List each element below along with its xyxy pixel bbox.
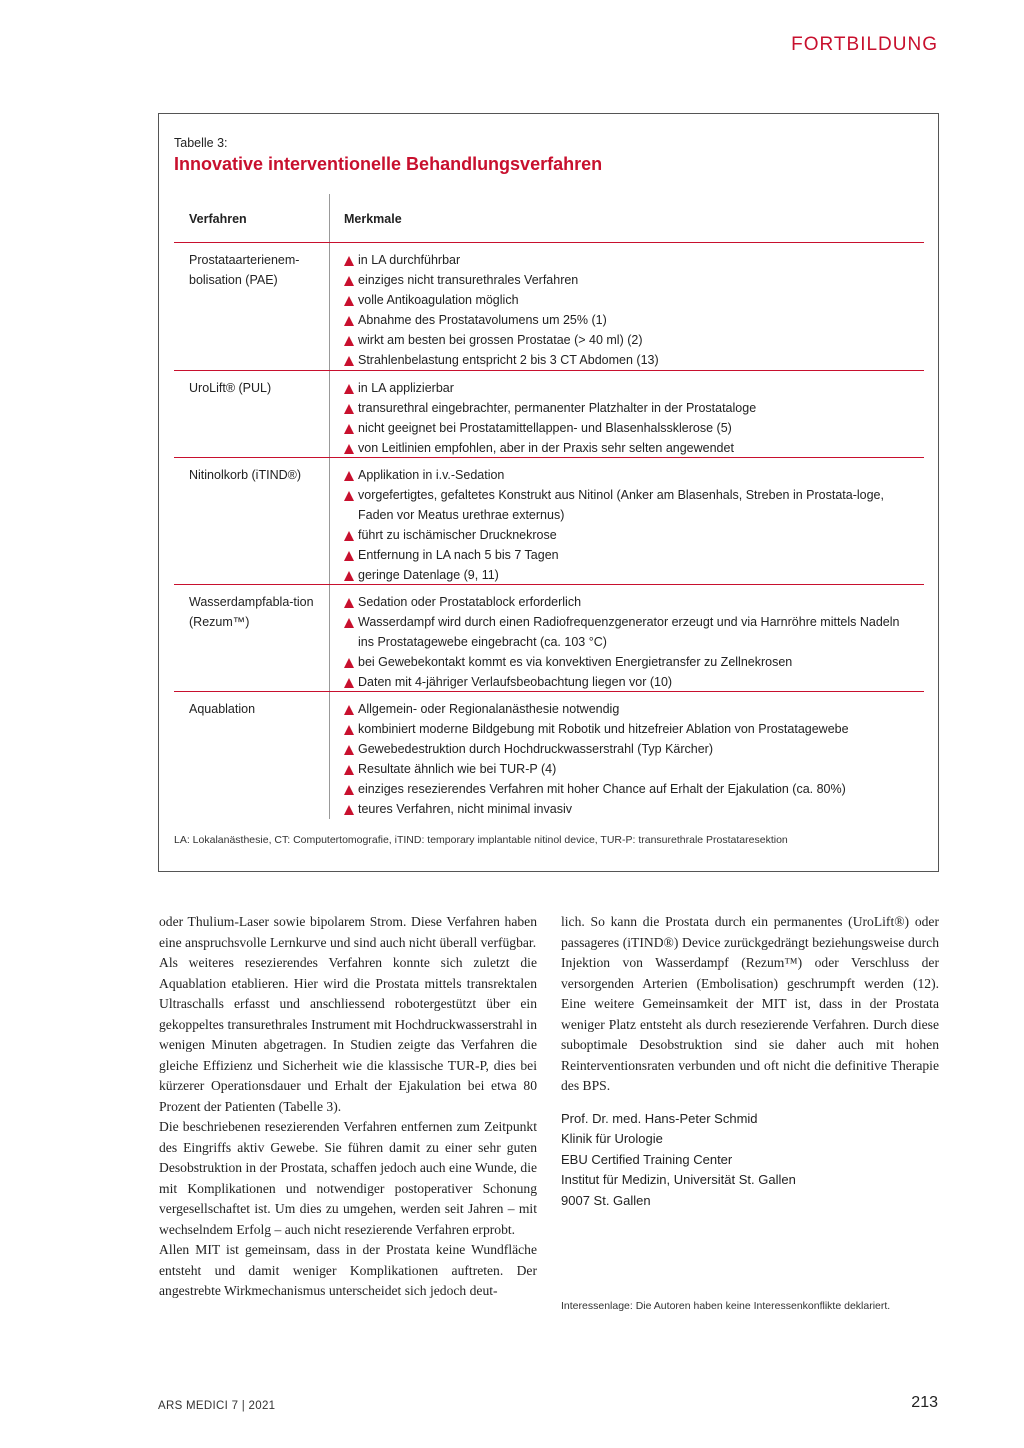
feature-item: einziges nicht transurethrales Verfahren xyxy=(344,270,914,290)
feature-item: von Leitlinien empfohlen, aber in der Praxis sehr selten angewendet xyxy=(344,438,914,458)
paragraph: lich. So kann die Prostata durch ein permanentes (UroLift®) oder passageres (iTIND®) Device zurückgedrängt beziehungsweise durch Injektion von Wasserdampf (Rezum™) oder Verschluss der versorgenden Arterien (Embolisation) geschrumpft werden (12). Eine weitere Gemeinsamkeit der MIT ist, dass in der Prostata weniger Platz entsteht als durch resezierende Verfahren. Durch diese suboptimale Desobstruktion sind sie daher auch mit hohen Reinterventionsraten verbunden und oft nicht die definitive Therapie des BPS. xyxy=(561,914,939,1093)
section-header: FORTBILDUNG xyxy=(791,34,938,55)
feature-item: Abnahme des Prostatavolumens um 25% (1) xyxy=(344,310,914,330)
feature-item: geringe Datenlage (9, 11) xyxy=(344,565,914,585)
table-caption: Tabelle 3: xyxy=(174,136,228,150)
triangle-bullet-icon xyxy=(344,745,354,755)
feature-item: in LA applizierbar xyxy=(344,378,914,398)
feature-list xyxy=(344,592,914,692)
triangle-bullet-icon xyxy=(344,404,354,414)
paragraph: Die beschriebenen resezierenden Verfahren entfernen zum Zeitpunkt des Eingriffs aktiv Gewebe. Sie führen damit zu einer sehr guten Desobstruktion in der Prostata, schaffen jedoch auch eine Wunde, die mit Komplikationen und notwendiger postoperativer Schonung vergesellschaftet ist. Um dies zu umgehen, werden seit Jahren – mit wechselndem Erfolg – auch nicht resezierende Verfahren erprobt. xyxy=(159,1119,537,1237)
triangle-bullet-icon xyxy=(344,336,354,346)
table-box xyxy=(158,113,939,872)
triangle-bullet-icon xyxy=(344,805,354,815)
column-header-verfahren: Verfahren xyxy=(189,212,247,226)
table-footnote: LA: Lokalanästhesie, CT: Computertomografie, iTIND: temporary implantable nitinol device, TUR-P: transurethrale Prostataresektion xyxy=(174,834,788,846)
feature-item: Applikation in i.v.-Sedation xyxy=(344,465,914,485)
body-column-left xyxy=(159,912,537,1302)
feature-item: nicht geeignet bei Prostatamittellappen- und Blasenhalssklerose (5) xyxy=(344,418,914,438)
feature-item: Daten mit 4-jähriger Verlaufsbeobachtung liegen vor (10) xyxy=(344,672,914,692)
procedure-name: Prostataarterienem-bolisation (PAE) xyxy=(189,253,300,287)
feature-item: transurethral eingebrachter, permanenter Platzhalter in der Prostataloge xyxy=(344,398,914,418)
triangle-bullet-icon xyxy=(344,531,354,541)
triangle-bullet-icon xyxy=(344,598,354,608)
triangle-bullet-icon xyxy=(344,785,354,795)
feature-item: kombiniert moderne Bildgebung mit Robotik und hitzefreier Ablation von Prostatagewebe xyxy=(344,719,914,739)
feature-item: teures Verfahren, nicht minimal invasiv xyxy=(344,799,914,819)
triangle-bullet-icon xyxy=(344,296,354,306)
author-affiliation: Institut für Medizin, Universität St. Gallen xyxy=(561,1172,796,1188)
author-address: 9007 St. Gallen xyxy=(561,1192,651,1208)
feature-list xyxy=(344,378,914,458)
feature-list xyxy=(344,699,914,819)
triangle-bullet-icon xyxy=(344,276,354,286)
triangle-bullet-icon xyxy=(344,316,354,326)
table-row xyxy=(174,585,924,692)
feature-item: Sedation oder Prostatablock erforderlich xyxy=(344,592,914,612)
column-header-merkmale: Merkmale xyxy=(344,212,402,226)
author-name: Prof. Dr. med. Hans-Peter Schmid xyxy=(561,1110,758,1126)
feature-item: führt zu ischämischer Drucknekrose xyxy=(344,525,914,545)
triangle-bullet-icon xyxy=(344,424,354,434)
feature-item: Gewebedestruktion durch Hochdruckwasserstrahl (Typ Kärcher) xyxy=(344,739,914,759)
journal-footer: ARS MEDICI 7 | 2021 xyxy=(158,1400,276,1412)
feature-list xyxy=(344,250,914,370)
feature-item: Entfernung in LA nach 5 bis 7 Tagen xyxy=(344,545,914,565)
table-row xyxy=(174,458,924,585)
feature-item: wirkt am besten bei grossen Prostatae (> 40 ml) (2) xyxy=(344,330,914,350)
table-row xyxy=(174,371,924,458)
conflict-statement: Interessenlage: Die Autoren haben keine Interessenkonflikte deklariert. xyxy=(561,1300,891,1312)
procedure-name: Aquablation xyxy=(189,702,256,716)
author-affiliation: EBU Certified Training Center xyxy=(561,1151,733,1167)
triangle-bullet-icon xyxy=(344,725,354,735)
feature-item: Resultate ähnlich wie bei TUR-P (4) xyxy=(344,759,914,779)
triangle-bullet-icon xyxy=(344,705,354,715)
feature-item: Wasserdampf wird durch einen Radiofrequenzgenerator erzeugt und via Harnröhre mittels Nadeln ins Prostatagewebe eingebracht (ca. 103 °C) xyxy=(344,612,914,652)
table-title: Innovative interventionelle Behandlungsverfahren xyxy=(174,154,603,174)
procedure-name: UroLift® (PUL) xyxy=(189,381,272,395)
triangle-bullet-icon xyxy=(344,491,354,501)
triangle-bullet-icon xyxy=(344,384,354,394)
procedure-name: Wasserdampfabla-tion (Rezum™) xyxy=(189,595,314,629)
paragraph: Als weiteres resezierendes Verfahren konnte sich zuletzt die Aquablation etablieren. Hier wird die Prostata mittels transrektalen Ultraschalls erfasst und anschliessend robotergestützt über ein gekoppeltes transurethrales Instrument mit Hochdruckwasserstrahl in wenigen Minuten abgetragen. In Studien zeigte das Verfahren die gleiche Effizienz und Sicherheit wie die klassische TUR-P, dies bei kürzerer Operationsdauer und Erhalt der Ejakulation bei etwa 80 Prozent der Patienten (Tabelle 3). xyxy=(159,955,537,1114)
triangle-bullet-icon xyxy=(344,571,354,581)
triangle-bullet-icon xyxy=(344,256,354,266)
triangle-bullet-icon xyxy=(344,551,354,561)
feature-item: volle Antikoagulation möglich xyxy=(344,290,914,310)
page-number: 213 xyxy=(911,1394,938,1411)
author-affiliation: Klinik für Urologie xyxy=(561,1131,663,1147)
table-row xyxy=(174,692,924,822)
author-block xyxy=(561,1109,939,1212)
feature-item: in LA durchführbar xyxy=(344,250,914,270)
triangle-bullet-icon xyxy=(344,356,354,366)
triangle-bullet-icon xyxy=(344,471,354,481)
feature-item: Strahlenbelastung entspricht 2 bis 3 CT Abdomen (13) xyxy=(344,350,914,370)
triangle-bullet-icon xyxy=(344,678,354,688)
triangle-bullet-icon xyxy=(344,444,354,454)
feature-list xyxy=(344,465,914,585)
paragraph: Allen MIT ist gemeinsam, dass in der Prostata keine Wundfläche entsteht und damit weniger Komplikationen auftreten. Der angestrebte Wirkmechanismus unterscheidet sich jedoch deut- xyxy=(159,1242,537,1298)
procedure-name: Nitinolkorb (iTIND®) xyxy=(189,468,301,482)
table-row xyxy=(174,243,924,371)
triangle-bullet-icon xyxy=(344,765,354,775)
paragraph: oder Thulium-Laser sowie bipolarem Strom. Diese Verfahren haben eine anspruchsvolle Lernkurve und sind auch nicht überall verfügbar. xyxy=(159,914,537,950)
triangle-bullet-icon xyxy=(344,658,354,668)
feature-item: bei Gewebekontakt kommt es via konvektiven Energietransfer zu Zellnekrosen xyxy=(344,652,914,672)
feature-item: Allgemein- oder Regionalanästhesie notwendig xyxy=(344,699,914,719)
feature-item: vorgefertigtes, gefaltetes Konstrukt aus Nitinol (Anker am Blasenhals, Streben in Prostata-loge, Faden vor Meatus urethrae externus) xyxy=(344,485,914,525)
feature-item: einziges resezierendes Verfahren mit hoher Chance auf Erhalt der Ejakulation (ca. 80%) xyxy=(344,779,914,799)
body-column-right xyxy=(561,912,939,1211)
triangle-bullet-icon xyxy=(344,618,354,628)
